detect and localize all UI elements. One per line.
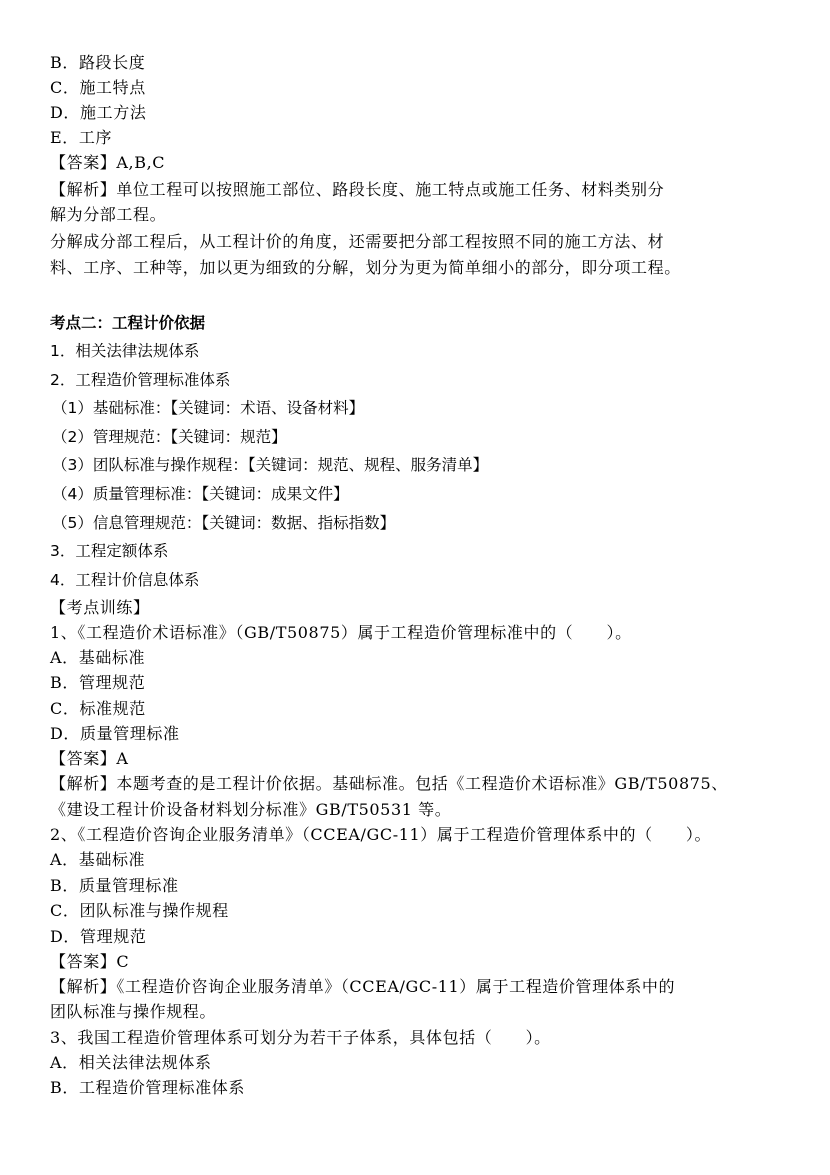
q1-option-b: B．管理规范 [50,673,146,692]
q1-option-c: C．标准规范 [50,699,146,718]
q2-option-c: C．团队标准与操作规程 [50,901,229,920]
answer: 【答案】A,B,C [50,153,166,172]
list-item: 2．工程造价管理标准体系 [50,371,231,389]
option-b: B．路段长度 [50,53,146,72]
q3-option-b: B．工程造价管理标准体系 [50,1078,245,1097]
q2-option-b: B．质量管理标准 [50,876,179,895]
section-heading: 考点二：工程计价依据 [50,314,206,332]
q2-answer: 【答案】C [50,952,130,971]
question-1: 1、《工程造价术语标准》（GB/T50875）属于工程造价管理标准中的（ ）。 [50,623,632,642]
option-e: E．工序 [50,128,113,147]
question-2: 2、《工程造价咨询企业服务清单》（CCEA/GC-11）属于工程造价管理体系中的（ ）。 [50,825,712,844]
question-3: 3、我国工程造价管理体系可划分为若干子体系，具体包括（ ）。 [50,1028,551,1047]
analysis-line: 【解析】单位工程可以按照施工部位、路段长度、施工特点或施工任务、材料类别分 [50,180,665,199]
list-item: 3．工程定额体系 [50,542,169,560]
q1-analysis-line: 《建设工程计价设备材料划分标准》GB/T50531 等。 [50,800,452,819]
training-label: 【考点训练】 [50,598,150,617]
analysis-line: 解为分部工程。 [50,205,167,224]
list-item: 4．工程计价信息体系 [50,571,200,589]
option-c: C．施工特点 [50,78,146,97]
sub-item: （4）质量管理标准：【关键词：成果文件】 [52,485,349,503]
option-d: D．施工方法 [50,103,147,122]
sub-item: （2）管理规范：【关键词：规范】 [52,428,287,446]
list-item: 1．相关法律法规体系 [50,342,200,360]
analysis-line: 分解成分部工程后，从工程计价的角度，还需要把分部工程按照不同的施工方法、材 [50,232,665,251]
sub-item: （3）团队标准与操作规程：【关键词：规范、规程、服务清单】 [52,456,489,474]
q2-analysis-line: 团队标准与操作规程。 [50,1002,217,1021]
q1-answer: 【答案】A [50,749,129,768]
q3-option-a: A．相关法律法规体系 [50,1053,212,1072]
sub-item: （5）信息管理规范：【关键词：数据、指标指数】 [52,514,396,532]
q2-option-d: D．管理规范 [50,927,147,946]
q2-analysis-line: 【解析】《工程造价咨询企业服务清单》（CCEA/GC-11）属于工程造价管理体系中的 [50,977,676,996]
q1-option-a: A．基础标准 [50,648,146,667]
q1-option-d: D．质量管理标准 [50,724,180,743]
analysis-line: 料、工序、工种等，加以更为细致的分解，划分为更为简单细小的部分，即分项工程。 [50,258,681,277]
q1-analysis-line: 【解析】本题考查的是工程计价依据。基础标准。包括《工程造价术语标准》GB/T50875、 [50,774,728,793]
q2-option-a: A．基础标准 [50,850,146,869]
sub-item: （1）基础标准：【关键词：术语、设备材料】 [52,399,365,417]
